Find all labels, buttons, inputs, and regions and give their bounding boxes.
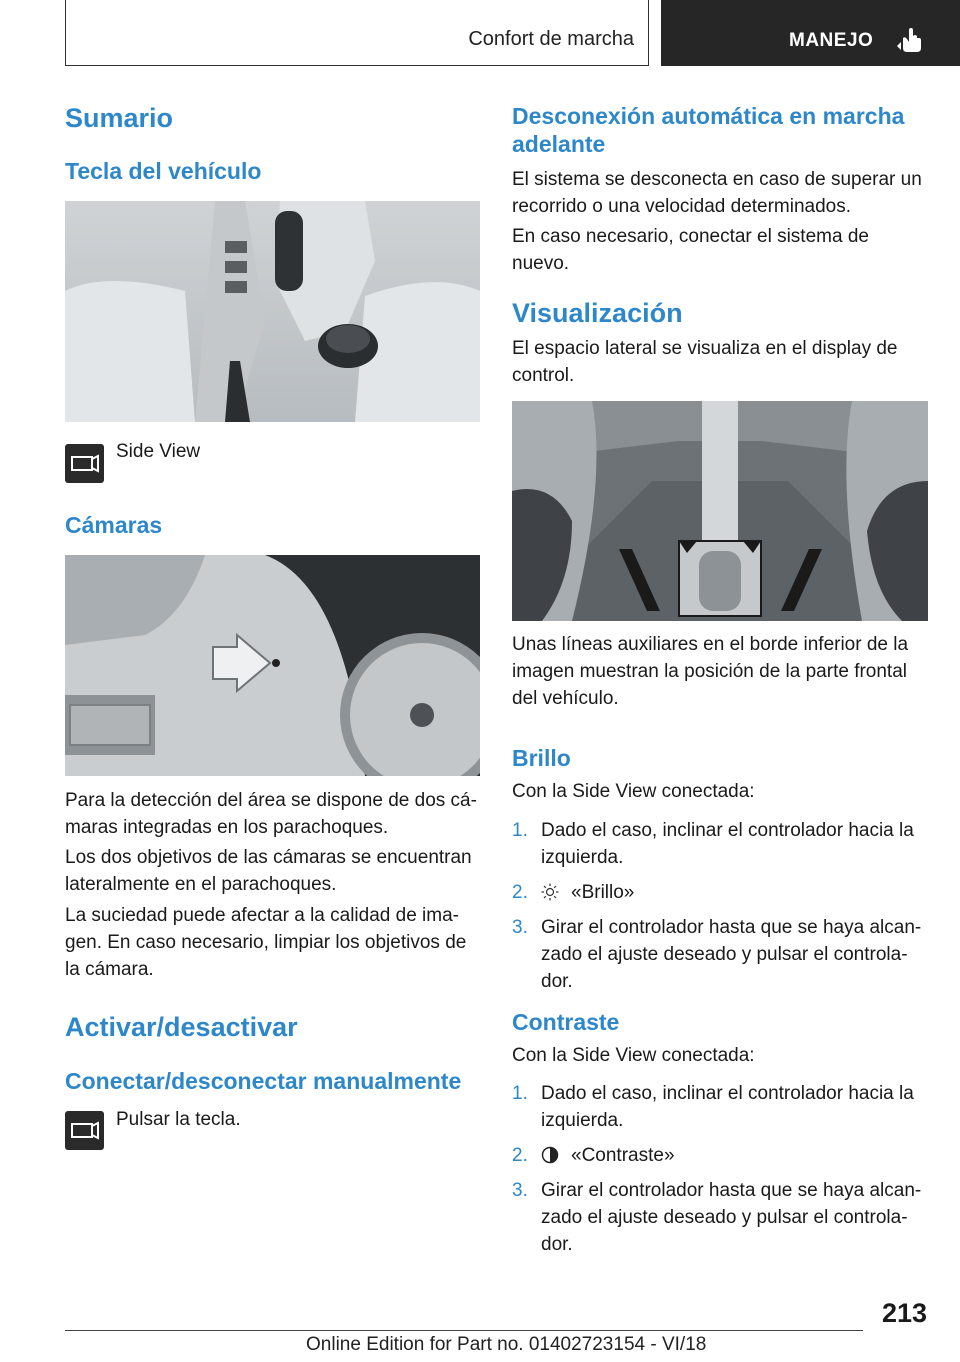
step-number: 1. <box>512 820 528 841</box>
step-number: 3. <box>512 917 528 938</box>
auto-off-paragraph-1: El sistema se desconecta en caso de superar un recorrido o una velocidad determinados. <box>512 169 922 217</box>
step-number: 3. <box>512 1180 528 1201</box>
contrast-steps <box>512 1080 928 1266</box>
list-item <box>512 879 928 906</box>
step-number: 2. <box>512 1145 528 1166</box>
heading-auto-off: Desconexión automática en marcha adelante <box>512 103 905 157</box>
center-console-photo <box>65 201 480 422</box>
step-text: Dado el caso, inclinar el controlador hacia la izquierda. <box>541 1083 914 1131</box>
step-number: 1. <box>512 1083 528 1104</box>
header-chapter-title: MANEJO <box>789 30 874 51</box>
contrast-intro: Con la Side View conectada: <box>512 1045 755 1066</box>
step-text: «Brillo» <box>571 882 635 903</box>
page-number: 213 <box>881 1298 927 1328</box>
header-section-title: Confort de marcha <box>468 28 634 50</box>
header-section-box <box>65 0 649 66</box>
heading-brightness: Brillo <box>512 745 571 771</box>
heading-cameras: Cámaras <box>65 512 163 538</box>
heading-manual-switch: Conectar/desconectar manualmente <box>65 1068 462 1094</box>
heading-vehicle-key: Tecla del vehículo <box>65 158 262 184</box>
list-item <box>512 914 928 995</box>
brightness-steps <box>512 817 928 1003</box>
footer-divider <box>65 1330 863 1331</box>
press-key-text: Pulsar la tecla. <box>116 1109 241 1130</box>
display-paragraph-2: Unas líneas auxiliares en el borde inferior de la imagen muestran la posición de la parte frontal del vehículo. <box>512 634 909 709</box>
side-view-display-image <box>512 401 928 621</box>
auto-off-paragraph-2: En caso necesario, conectar el sistema de nuevo. <box>512 226 869 274</box>
header-chapter-box <box>661 0 960 66</box>
side-view-label: Side View <box>116 441 201 462</box>
step-text: «Contraste» <box>571 1145 675 1166</box>
brightness-intro: Con la Side View conectada: <box>512 781 755 802</box>
footer-edition: Online Edition for Part no. 01402723154 - VI/18 <box>306 1334 707 1355</box>
heading-display: Visualización <box>512 298 683 328</box>
cameras-paragraph-2: Los dos objetivos de las cámaras se encuentran lateralmente en el parachoques. <box>65 847 472 895</box>
step-text: Dado el caso, inclinar el controlador hacia la izquierda. <box>541 820 914 868</box>
step-text: Girar el controlador hasta que se haya alcanzado el ajuste deseado y pulsar el controlador. <box>541 917 922 992</box>
page-header <box>0 0 960 66</box>
step-number: 2. <box>512 882 528 903</box>
heading-summary: Sumario <box>65 103 174 133</box>
contrast-icon <box>541 1146 559 1164</box>
list-item <box>512 817 928 871</box>
cameras-paragraph-3: La suciedad puede afectar a la calidad de imagen. En caso necesario, limpiar los objetivos de la cámara. <box>65 905 467 980</box>
sun-icon <box>541 883 559 901</box>
step-text: Girar el controlador hasta que se haya alcanzado el ajuste deseado y pulsar el controlador. <box>541 1180 922 1255</box>
cameras-paragraph-1: Para la detección del área se dispone de dos cámaras integradas en los parachoques. <box>65 790 477 838</box>
side-view-key-icon <box>65 444 104 483</box>
list-item <box>512 1177 928 1258</box>
list-item <box>512 1142 928 1169</box>
bumper-camera-photo <box>65 555 480 776</box>
display-paragraph-1: El espacio lateral se visualiza en el display de control. <box>512 338 898 386</box>
side-view-key-icon-2 <box>65 1111 104 1150</box>
steering-hand-icon <box>897 26 925 54</box>
heading-activate-deactivate: Activar/desactivar <box>65 1012 298 1042</box>
heading-contrast: Contraste <box>512 1009 620 1035</box>
list-item <box>512 1080 928 1134</box>
